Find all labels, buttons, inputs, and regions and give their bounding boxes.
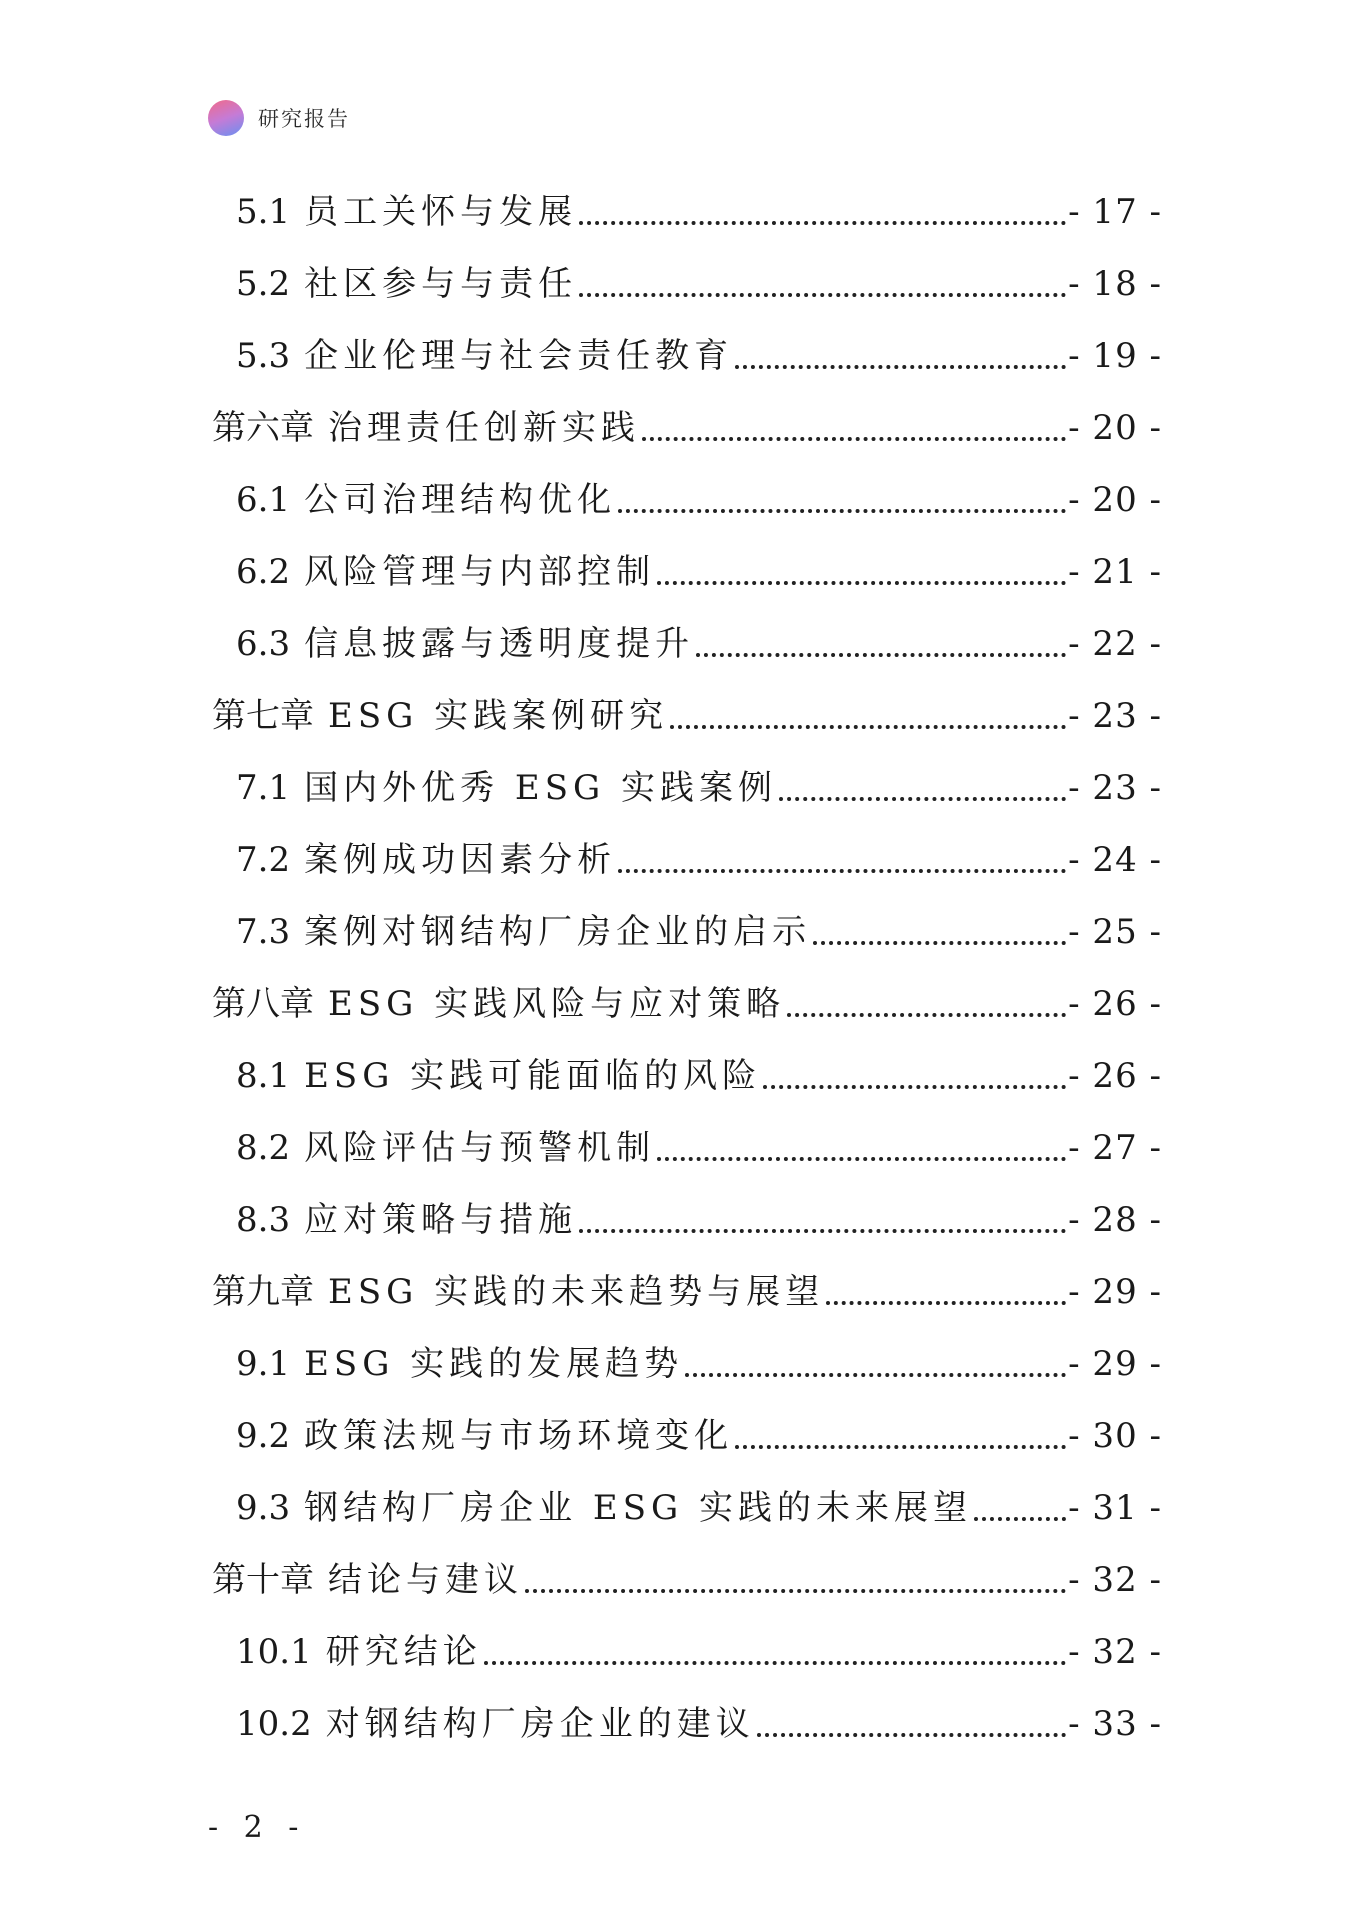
toc-entry-page: - 25 - bbox=[1068, 912, 1162, 952]
toc-entry-page: - 20 - bbox=[1068, 480, 1162, 520]
toc-entry-text: 案例成功因素分析 bbox=[304, 840, 617, 880]
toc-entry[interactable] bbox=[212, 608, 1162, 680]
toc-entry-title bbox=[212, 984, 786, 1024]
toc-entry-text: 钢结构厂房企业 ESG 实践的未来展望 bbox=[304, 1488, 972, 1528]
toc-entry-text: 对钢结构厂房企业的建议 bbox=[325, 1704, 755, 1744]
toc-entry-text: ESG 实践风险与应对策略 bbox=[328, 984, 786, 1024]
toc-leader-dots bbox=[757, 1703, 1066, 1737]
toc-entry-title bbox=[236, 1488, 972, 1528]
toc-entry[interactable] bbox=[212, 320, 1162, 392]
toc-entry-page: - 24 - bbox=[1068, 840, 1162, 880]
toc-entry-title bbox=[236, 624, 695, 664]
toc-entry-page: - 18 - bbox=[1068, 264, 1162, 304]
toc-entry-page: - 22 - bbox=[1068, 624, 1162, 664]
toc-entry-number: 8.1 bbox=[236, 1056, 291, 1096]
toc-leader-dots bbox=[525, 1559, 1066, 1593]
toc-entry-text: 公司治理结构优化 bbox=[304, 480, 617, 520]
toc-leader-dots bbox=[685, 1343, 1066, 1377]
toc-leader-dots bbox=[763, 1055, 1066, 1089]
toc-leader-dots bbox=[579, 263, 1066, 297]
toc-chapter-number: 第七章 bbox=[212, 696, 314, 736]
toc-entry-page: - 29 - bbox=[1068, 1344, 1162, 1384]
toc-entry-title bbox=[236, 552, 656, 592]
toc-entry[interactable] bbox=[212, 1616, 1162, 1688]
toc-entry-title bbox=[236, 1200, 578, 1240]
toc-entry-number: 7.2 bbox=[236, 840, 291, 880]
toc-entry-number: 8.3 bbox=[236, 1200, 291, 1240]
toc-entry-text: 国内外优秀 ESG 实践案例 bbox=[304, 768, 777, 808]
toc-entry-page: - 23 - bbox=[1068, 696, 1162, 736]
footer-page-number: - 2 - bbox=[208, 1810, 307, 1845]
toc-entry-title bbox=[236, 1344, 684, 1384]
toc-entry-text: 治理责任创新实践 bbox=[328, 408, 640, 448]
toc-entry-title bbox=[236, 1128, 656, 1168]
toc-leader-dots bbox=[657, 551, 1066, 585]
toc-entry[interactable] bbox=[212, 1112, 1162, 1184]
toc-entry-page: - 30 - bbox=[1068, 1416, 1162, 1456]
header-title: 研究报告 bbox=[258, 107, 350, 131]
toc-entry-number: 6.3 bbox=[236, 624, 291, 664]
toc-entry-page: - 32 - bbox=[1068, 1632, 1162, 1672]
toc-leader-dots bbox=[618, 479, 1066, 513]
toc-entry-title bbox=[236, 192, 578, 232]
toc-entry-page: - 29 - bbox=[1068, 1272, 1162, 1312]
toc-entry-number: 5.3 bbox=[236, 336, 291, 376]
toc-entry-page: - 26 - bbox=[1068, 984, 1162, 1024]
toc-entry-title bbox=[236, 480, 617, 520]
toc-chapter-entry[interactable] bbox=[212, 392, 1162, 464]
toc-entry-title bbox=[236, 912, 812, 952]
toc-entry-page: - 28 - bbox=[1068, 1200, 1162, 1240]
toc-entry-text: 风险评估与预警机制 bbox=[304, 1128, 656, 1168]
toc-entry-title bbox=[236, 768, 777, 808]
toc-entry[interactable] bbox=[212, 536, 1162, 608]
toc-entry[interactable] bbox=[212, 248, 1162, 320]
toc-leader-dots bbox=[779, 767, 1066, 801]
toc-chapter-entry[interactable] bbox=[212, 1544, 1162, 1616]
toc-entry-number: 7.1 bbox=[236, 768, 291, 808]
toc-entry-title bbox=[236, 1416, 734, 1456]
toc-entry-title bbox=[236, 1632, 482, 1672]
toc-entry-title bbox=[212, 1272, 825, 1312]
toc-entry-number: 7.3 bbox=[236, 912, 291, 952]
toc-entry-title bbox=[236, 1704, 755, 1744]
toc-entry[interactable] bbox=[212, 1688, 1162, 1760]
toc-entry-text: 企业伦理与社会责任教育 bbox=[304, 336, 734, 376]
toc-entry-page: - 26 - bbox=[1068, 1056, 1162, 1096]
toc-entry[interactable] bbox=[212, 1400, 1162, 1472]
toc-entry-title bbox=[212, 696, 669, 736]
toc-leader-dots bbox=[735, 1415, 1066, 1449]
toc-leader-dots bbox=[670, 695, 1066, 729]
toc-entry-page: - 27 - bbox=[1068, 1128, 1162, 1168]
toc-leader-dots bbox=[579, 191, 1066, 225]
table-of-contents bbox=[212, 176, 1162, 1760]
toc-entry-page: - 20 - bbox=[1068, 408, 1162, 448]
toc-entry-number: 9.2 bbox=[236, 1416, 291, 1456]
toc-entry-text: 政策法规与市场环境变化 bbox=[304, 1416, 734, 1456]
toc-leader-dots bbox=[579, 1199, 1066, 1233]
toc-leader-dots bbox=[657, 1127, 1066, 1161]
toc-entry-title bbox=[236, 840, 617, 880]
toc-chapter-number: 第十章 bbox=[212, 1560, 314, 1600]
toc-chapter-number: 第六章 bbox=[212, 408, 314, 448]
toc-entry[interactable] bbox=[212, 752, 1162, 824]
toc-entry-number: 6.1 bbox=[236, 480, 291, 520]
toc-chapter-number: 第九章 bbox=[212, 1272, 314, 1312]
toc-chapter-entry[interactable] bbox=[212, 1256, 1162, 1328]
toc-entry[interactable] bbox=[212, 824, 1162, 896]
toc-entry-number: 10.1 bbox=[236, 1632, 312, 1672]
toc-chapter-entry[interactable] bbox=[212, 968, 1162, 1040]
toc-entry-page: - 23 - bbox=[1068, 768, 1162, 808]
toc-entry-page: - 32 - bbox=[1068, 1560, 1162, 1600]
toc-leader-dots bbox=[618, 839, 1066, 873]
toc-entry-text: 信息披露与透明度提升 bbox=[304, 624, 695, 664]
toc-entry-title bbox=[236, 264, 578, 304]
toc-entry-text: ESG 实践可能面临的风险 bbox=[304, 1056, 762, 1096]
toc-entry-text: 结论与建议 bbox=[328, 1560, 523, 1600]
toc-entry-text: 员工关怀与发展 bbox=[304, 192, 578, 232]
toc-entry-number: 9.3 bbox=[236, 1488, 291, 1528]
toc-entry-number: 8.2 bbox=[236, 1128, 291, 1168]
toc-entry-text: ESG 实践的发展趋势 bbox=[304, 1344, 684, 1384]
toc-leader-dots bbox=[813, 911, 1066, 945]
toc-entry-title bbox=[236, 1056, 762, 1096]
toc-entry[interactable] bbox=[212, 1040, 1162, 1112]
page-header bbox=[208, 98, 350, 138]
toc-entry[interactable] bbox=[212, 896, 1162, 968]
toc-entry[interactable] bbox=[212, 464, 1162, 536]
toc-entry-text: ESG 实践案例研究 bbox=[328, 696, 669, 736]
toc-entry-page: - 19 - bbox=[1068, 336, 1162, 376]
toc-chapter-number: 第八章 bbox=[212, 984, 314, 1024]
toc-entry-number: 10.2 bbox=[236, 1704, 312, 1744]
toc-entry-number: 6.2 bbox=[236, 552, 291, 592]
toc-entry-text: 社区参与与责任 bbox=[304, 264, 578, 304]
toc-leader-dots bbox=[642, 407, 1066, 441]
toc-leader-dots bbox=[484, 1631, 1066, 1665]
toc-leader-dots bbox=[787, 983, 1066, 1017]
toc-leader-dots bbox=[735, 335, 1066, 369]
toc-entry-title bbox=[212, 408, 640, 448]
toc-entry-page: - 33 - bbox=[1068, 1704, 1162, 1744]
toc-entry[interactable] bbox=[212, 1328, 1162, 1400]
toc-entry-page: - 21 - bbox=[1068, 552, 1162, 592]
toc-entry-text: 研究结论 bbox=[325, 1632, 482, 1672]
toc-entry-page: - 31 - bbox=[1068, 1488, 1162, 1528]
toc-leader-dots bbox=[826, 1271, 1066, 1305]
toc-entry[interactable] bbox=[212, 1472, 1162, 1544]
toc-entry-text: 案例对钢结构厂房企业的启示 bbox=[304, 912, 812, 952]
logo-circle-icon bbox=[208, 100, 244, 136]
toc-entry-number: 5.1 bbox=[236, 192, 291, 232]
toc-entry-text: ESG 实践的未来趋势与展望 bbox=[328, 1272, 825, 1312]
toc-entry-number: 9.1 bbox=[236, 1344, 291, 1384]
toc-entry-title bbox=[212, 1560, 523, 1600]
toc-leader-dots bbox=[696, 623, 1066, 657]
toc-entry-page: - 17 - bbox=[1068, 192, 1162, 232]
toc-entry-title bbox=[236, 336, 734, 376]
toc-entry[interactable] bbox=[212, 176, 1162, 248]
toc-entry-number: 5.2 bbox=[236, 264, 291, 304]
toc-entry[interactable] bbox=[212, 1184, 1162, 1256]
toc-leader-dots bbox=[974, 1487, 1066, 1521]
toc-entry-text: 风险管理与内部控制 bbox=[304, 552, 656, 592]
toc-entry-text: 应对策略与措施 bbox=[304, 1200, 578, 1240]
toc-chapter-entry[interactable] bbox=[212, 680, 1162, 752]
